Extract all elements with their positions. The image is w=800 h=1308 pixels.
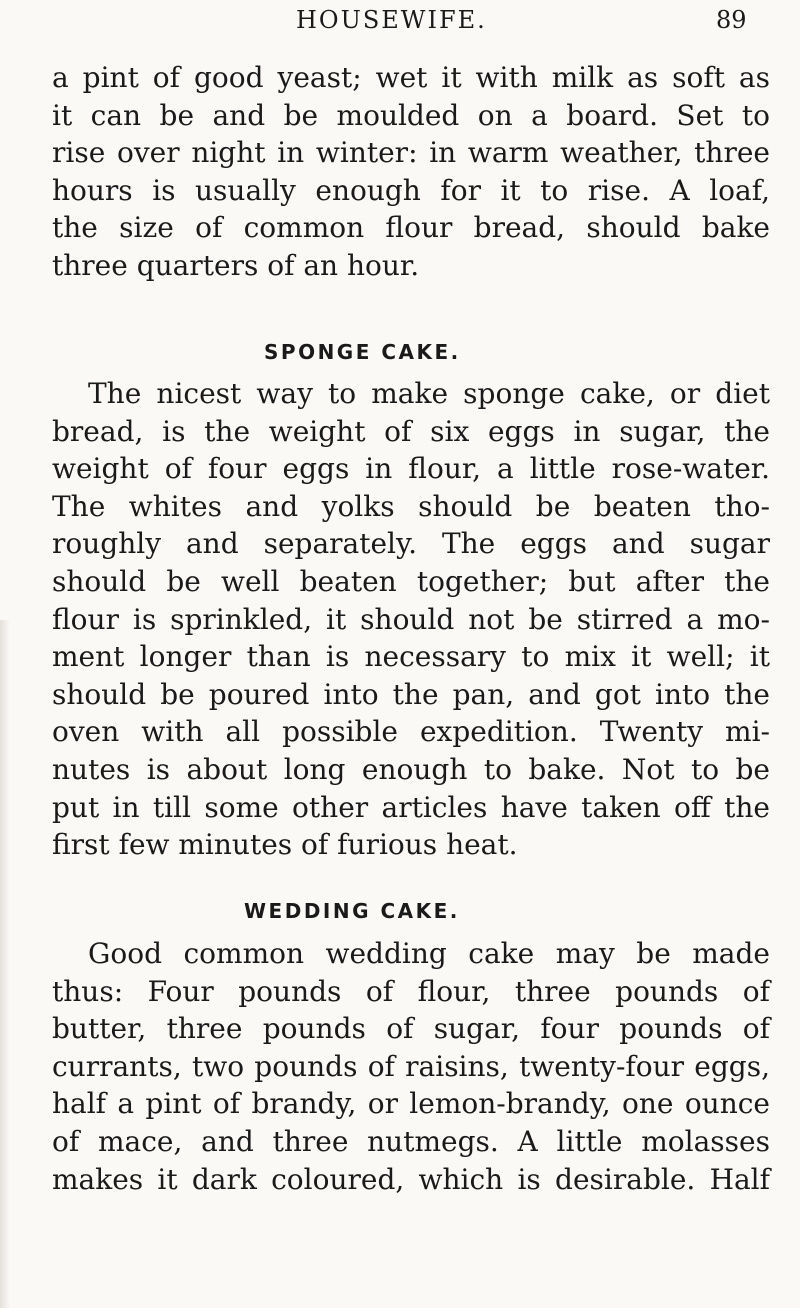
text-line: currants, two pounds of raisins, twenty-four eggs,	[52, 1049, 770, 1083]
text-line: Good common wedding cake may be made	[88, 937, 770, 970]
text-line: oven with all possible expedition. Twenty mi-	[52, 715, 770, 749]
paragraph-continuation	[52, 59, 770, 285]
text-line: rise over night in winter: in warm weather, three	[52, 136, 770, 170]
text-line: thus: Four pounds of flour, three pounds of	[52, 974, 770, 1008]
text-line: nutes is about long enough to bake. Not to be	[52, 752, 770, 786]
text-line: three quarters of an hour.	[52, 248, 420, 282]
paragraph-sponge-cake	[52, 375, 770, 864]
text-line: the size of common flour bread, should bake	[52, 211, 770, 245]
text-line: hours is usually enough for it to rise. A loaf,	[52, 173, 770, 207]
running-head	[0, 4, 800, 44]
running-title: HOUSEWIFE.	[296, 6, 487, 34]
text-line: it can be and be moulded on a board. Set to	[52, 98, 770, 132]
text-line: butter, three pounds of sugar, four pounds of	[52, 1012, 770, 1046]
text-line: weight of four eggs in flour, a little rose-water.	[52, 452, 770, 486]
section-heading-sponge-cake: SPONGE CAKE.	[264, 340, 461, 364]
text-line: a pint of good yeast; wet it with milk as soft as	[52, 61, 770, 94]
text-line: put in till some other articles have taken off the	[52, 790, 770, 824]
text-line: ment longer than is necessary to mix it well; it	[52, 640, 770, 674]
text-line: makes it dark coloured, which is desirable. Half	[52, 1162, 770, 1196]
text-line: The whites and yolks should be beaten tho-	[52, 489, 770, 523]
section-heading-wedding-cake: WEDDING CAKE.	[244, 899, 460, 923]
text-line: should be well beaten together; but after the	[52, 564, 770, 598]
text-line: should be poured into the pan, and got into the	[52, 677, 770, 711]
page-edge-shadow	[0, 620, 10, 1308]
text-line: bread, is the weight of six eggs in sugar, the	[52, 414, 770, 448]
text-line: The nicest way to make sponge cake, or diet	[88, 377, 770, 410]
text-line: flour is sprinkled, it should not be stirred a mo-	[52, 602, 770, 636]
paragraph-wedding-cake	[52, 935, 770, 1198]
text-line: half a pint of brandy, or lemon-brandy, one ounce	[52, 1087, 770, 1121]
page-number: 89	[716, 6, 747, 34]
text-line: of mace, and three nutmegs. A little molasses	[52, 1124, 770, 1158]
text-line: roughly and separately. The eggs and sugar	[52, 527, 770, 561]
text-line: first few minutes of furious heat.	[52, 828, 518, 862]
